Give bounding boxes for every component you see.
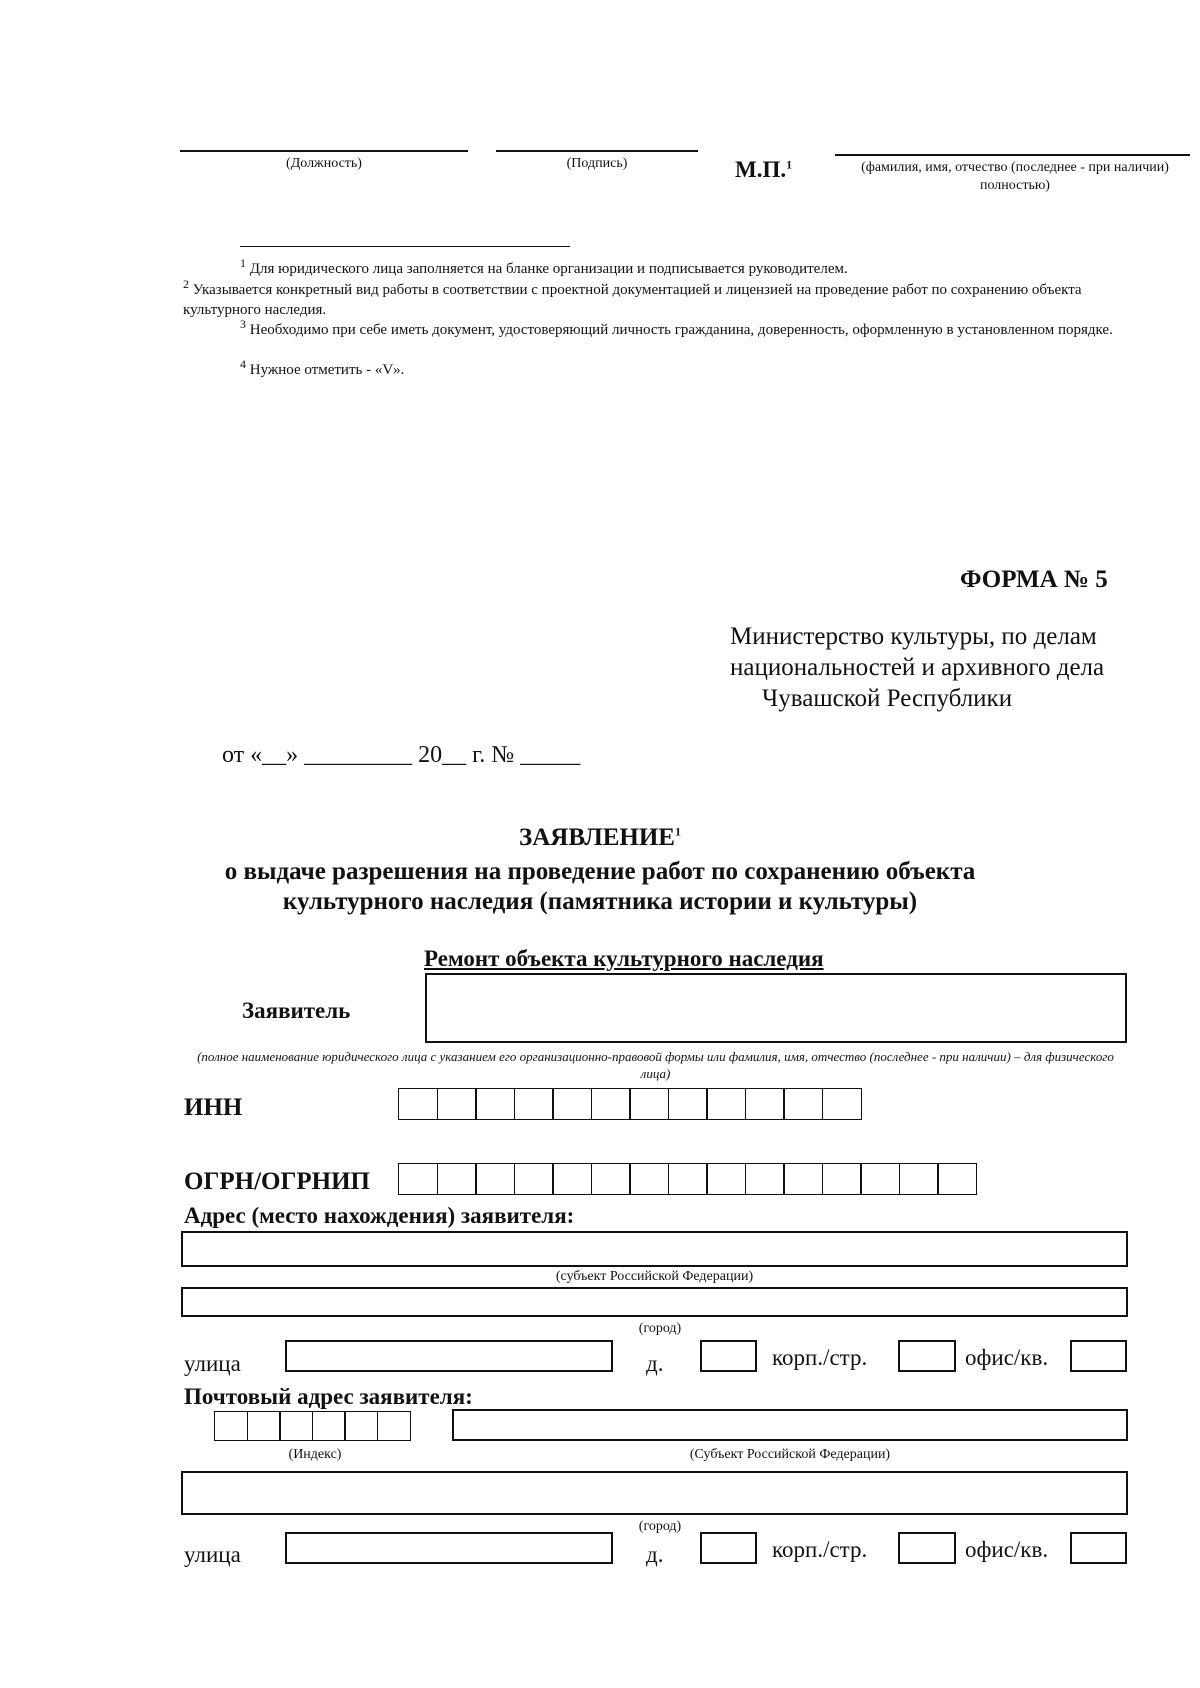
postal-index-cells[interactable] xyxy=(214,1411,409,1441)
address-house-input[interactable] xyxy=(700,1340,757,1372)
addressee-line-1: Министерство культуры, по делам xyxy=(730,623,1097,650)
footnote-1: $^1$ Для юридического лица заполняется на бланке организации и подписывается руководителем. xyxy=(240,256,848,277)
inn-cell[interactable] xyxy=(591,1088,631,1120)
inn-label: ИНН xyxy=(184,1094,243,1121)
ogrn-cell[interactable] xyxy=(437,1163,477,1195)
addressee-line-2: национальностей и архивного дела xyxy=(730,654,1105,681)
ogrn-cell[interactable] xyxy=(552,1163,592,1195)
postal-heading: Почтовый адрес заявителя: xyxy=(184,1384,473,1409)
ogrn-cell[interactable] xyxy=(937,1163,977,1195)
position-line xyxy=(180,150,468,152)
title-line-2: культурного наследия (памятника истории и культуры) xyxy=(282,888,918,915)
index-cell[interactable] xyxy=(279,1411,313,1441)
postal-subject-input[interactable] xyxy=(452,1409,1128,1441)
date-line: от «__» _________ 20__ г. № _____ xyxy=(222,742,581,768)
index-cell[interactable] xyxy=(344,1411,378,1441)
ogrn-cell[interactable] xyxy=(514,1163,554,1195)
ogrn-label: ОГРН/ОГРНИП xyxy=(184,1168,370,1195)
ogrn-cell[interactable] xyxy=(398,1163,438,1195)
applicant-caption: (полное наименование юридического лица с указанием его организационно-правовой формы или фамилия, имя, отчество (последнее - при наличии) – для физического лица) xyxy=(197,1049,1114,1081)
name-line xyxy=(835,154,1190,156)
address-house-label: д. xyxy=(646,1351,664,1376)
ogrn-cell[interactable] xyxy=(860,1163,900,1195)
ogrn-cells[interactable] xyxy=(398,1163,976,1195)
address-street-input[interactable] xyxy=(285,1340,613,1372)
postal-subject-caption: (Субъект Российской Федерации) xyxy=(689,1447,891,1462)
address-building-input[interactable] xyxy=(898,1340,956,1372)
address-heading: Адрес (место нахождения) заявителя: xyxy=(184,1203,575,1228)
footnote-3: $^3$ Необходимо при себе иметь документ, удостоверяющий личность гражданина, доверенность, оформленную в установленном порядке. xyxy=(240,317,1113,338)
title-line-1: о выдаче разрешения на проведение работ по сохранению объекта xyxy=(224,858,976,885)
address-office-input[interactable] xyxy=(1070,1340,1127,1372)
inn-cell[interactable] xyxy=(822,1088,862,1120)
signature-caption: (Подпись) xyxy=(566,156,628,171)
inn-cells[interactable] xyxy=(398,1088,860,1120)
inn-cell[interactable] xyxy=(437,1088,477,1120)
address-subject-caption: (субъект Российской Федерации) xyxy=(555,1269,754,1284)
index-cell[interactable] xyxy=(312,1411,346,1441)
footnote-separator xyxy=(240,246,570,247)
name-caption: (фамилия, имя, отчество (последнее - при наличии) полностью) xyxy=(861,160,1169,193)
ogrn-cell[interactable] xyxy=(745,1163,785,1195)
ogrn-cell[interactable] xyxy=(668,1163,708,1195)
address-city-input[interactable] xyxy=(181,1287,1128,1317)
position-caption: (Должность) xyxy=(286,156,362,171)
address-street-label: улица xyxy=(184,1351,241,1376)
ogrn-cell[interactable] xyxy=(591,1163,631,1195)
inn-cell[interactable] xyxy=(668,1088,708,1120)
postal-house-label: д. xyxy=(646,1542,664,1567)
address-subject-input[interactable] xyxy=(181,1231,1128,1267)
applicant-name-input[interactable] xyxy=(425,973,1127,1043)
index-cell[interactable] xyxy=(377,1411,411,1441)
title-main: ЗАЯВЛЕНИЕ$^1$ xyxy=(519,824,681,851)
ogrn-cell[interactable] xyxy=(899,1163,939,1195)
postal-city-caption: (город) xyxy=(638,1519,682,1534)
inn-cell[interactable] xyxy=(706,1088,746,1120)
postal-building-label: корп./стр. xyxy=(772,1537,868,1562)
postal-street-label: улица xyxy=(184,1542,241,1567)
ogrn-cell[interactable] xyxy=(475,1163,515,1195)
postal-index-caption: (Индекс) xyxy=(288,1447,342,1462)
inn-cell[interactable] xyxy=(552,1088,592,1120)
address-city-caption: (город) xyxy=(638,1321,682,1336)
ogrn-cell[interactable] xyxy=(706,1163,746,1195)
inn-cell[interactable] xyxy=(745,1088,785,1120)
work-type: Ремонт объекта культурного наследия xyxy=(424,946,824,971)
footnote-4: $^4$ Нужное отметить - «V». xyxy=(240,357,405,378)
postal-building-input[interactable] xyxy=(898,1532,956,1564)
inn-cell[interactable] xyxy=(629,1088,669,1120)
inn-cell[interactable] xyxy=(398,1088,438,1120)
applicant-label: Заявитель xyxy=(242,998,351,1023)
ogrn-cell[interactable] xyxy=(783,1163,823,1195)
inn-cell[interactable] xyxy=(475,1088,515,1120)
postal-office-label: офис/кв. xyxy=(965,1537,1049,1562)
inn-cell[interactable] xyxy=(514,1088,554,1120)
postal-city-input[interactable] xyxy=(181,1471,1128,1515)
index-cell[interactable] xyxy=(247,1411,281,1441)
postal-house-input[interactable] xyxy=(700,1532,757,1564)
footnote-2: $^2$ Указывается конкретный вид работы в соответствии с проектной документацией и лицензией на проведение работ по сохранению объекта культурного наследия. xyxy=(183,277,1082,318)
stamp-label: М.П.$^1$ xyxy=(735,157,793,182)
ogrn-cell[interactable] xyxy=(629,1163,669,1195)
signature-line xyxy=(496,150,698,152)
postal-street-input[interactable] xyxy=(285,1532,613,1564)
address-office-label: офис/кв. xyxy=(965,1345,1049,1370)
addressee xyxy=(730,621,1130,714)
postal-office-input[interactable] xyxy=(1070,1532,1127,1564)
inn-cell[interactable] xyxy=(783,1088,823,1120)
form-number: ФОРМА № 5 xyxy=(960,566,1108,593)
addressee-line-3: Чувашской Республики xyxy=(762,685,1013,712)
index-cell[interactable] xyxy=(214,1411,248,1441)
address-building-label: корп./стр. xyxy=(772,1345,868,1370)
ogrn-cell[interactable] xyxy=(822,1163,862,1195)
